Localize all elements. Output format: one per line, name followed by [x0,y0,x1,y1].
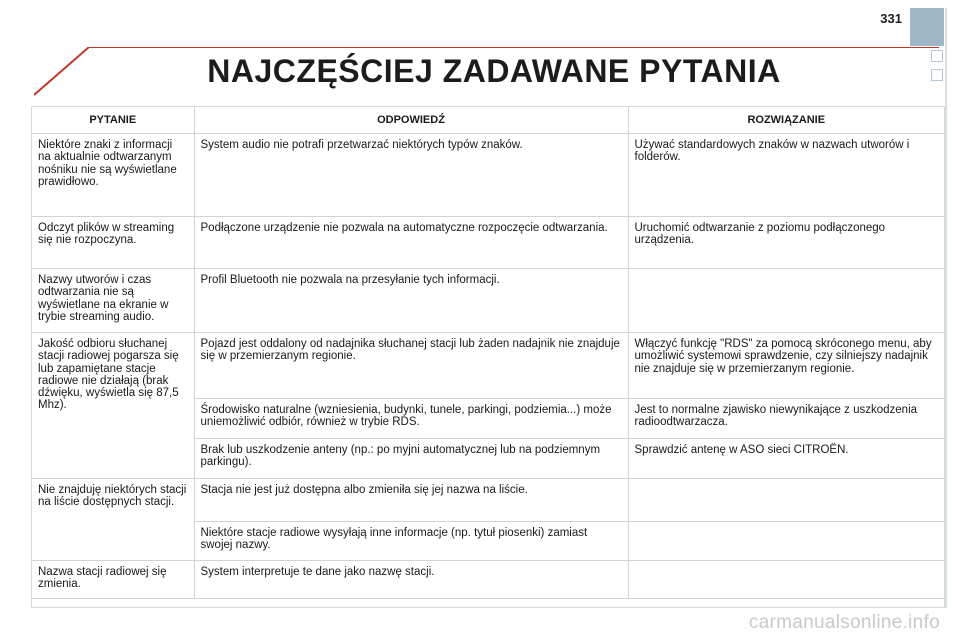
answer-cell: Niektóre stacje radiowe wysyłają inne informacje (np. tytuł piosenki) zamiast swojej nazwy. [194,522,628,561]
watermark: carmanualsonline.info [748,612,940,633]
answer-cell: System interpretuje te dane jako nazwę stacji. [194,560,628,599]
solution-cell: Uruchomić odtwarzanie z poziomu podłączonego urządzenia. [628,217,944,269]
table-row [32,217,944,269]
column-header-question: PYTANIE [32,107,194,134]
table-row [32,479,944,522]
solution-cell [628,522,944,561]
solution-cell: Jest to normalne zjawisko niewynikające z uszkodzenia radioodtwarzacza. [628,399,944,439]
solution-cell: Włączyć funkcję "RDS" za pomocą skróconego menu, aby umożliwić systemowi sprawdzenie, czy silniejszy nadajnik nie znajduje się w przemierzanym regionie. [628,333,944,399]
corner-tab [910,8,944,46]
answer-cell: Brak lub uszkodzenie anteny (np.: po myjni automatycznej lub na podziemnym parkingu). [194,439,628,479]
answer-cell: Środowisko naturalne (wzniesienia, budynki, tunele, parkingi, podziemia...) może uniemożliwić odbiór, również w trybie RDS. [194,399,628,439]
solution-cell [628,560,944,599]
solution-cell: Używać standardowych znaków w nazwach utworów i folderów. [628,134,944,217]
solution-cell [628,269,944,333]
title-banner [34,47,939,99]
table-header-row [32,107,944,134]
question-cell: Nazwa stacji radiowej się zmienia. [32,560,194,599]
solution-cell: Sprawdzić antenę w ASO sieci CITROËN. [628,439,944,479]
faq-table-container [31,106,945,608]
answer-cell: Profil Bluetooth nie pozwala na przesyłanie tych informacji. [194,269,628,333]
solution-cell [628,479,944,522]
question-cell: Jakość odbioru słuchanej stacji radiowej pogarsza się lub zapamiętane stacje radiowe nie działają (brak dźwięku, wyświetla się 87,5 Mhz). [32,333,194,479]
answer-cell: System audio nie potrafi przetwarzać niektórych typów znaków. [194,134,628,217]
question-cell: Odczyt plików w streaming się nie rozpoczyna. [32,217,194,269]
question-cell: Niektóre znaki z informacji na aktualnie odtwarzanym nośniku nie są wyświetlane prawidłowo. [32,134,194,217]
column-header-answer: ODPOWIEDŹ [194,107,628,134]
right-margin-rule [945,8,947,608]
page-title: NAJCZĘŚCIEJ ZADAWANE PYTANIA [207,53,781,89]
table-row [32,269,944,333]
faq-table [32,107,944,599]
page-number: 331 [880,11,902,26]
table-row [32,560,944,599]
question-cell: Nie znajduję niektórych stacji na liście dostępnych stacji. [32,479,194,561]
answer-cell: Podłączone urządzenie nie pozwala na automatyczne rozpoczęcie odtwarzania. [194,217,628,269]
table-row [32,333,944,399]
answer-cell: Stacja nie jest już dostępna albo zmieniła się jej nazwa na liście. [194,479,628,522]
answer-cell: Pojazd jest oddalony od nadajnika słuchanej stacji lub żaden nadajnik nie znajduje się w przemierzanym regionie. [194,333,628,399]
question-cell: Nazwy utworów i czas odtwarzania nie są wyświetlane na ekranie w trybie streaming audio. [32,269,194,333]
column-header-solution: ROZWIĄZANIE [628,107,944,134]
table-row [32,134,944,217]
